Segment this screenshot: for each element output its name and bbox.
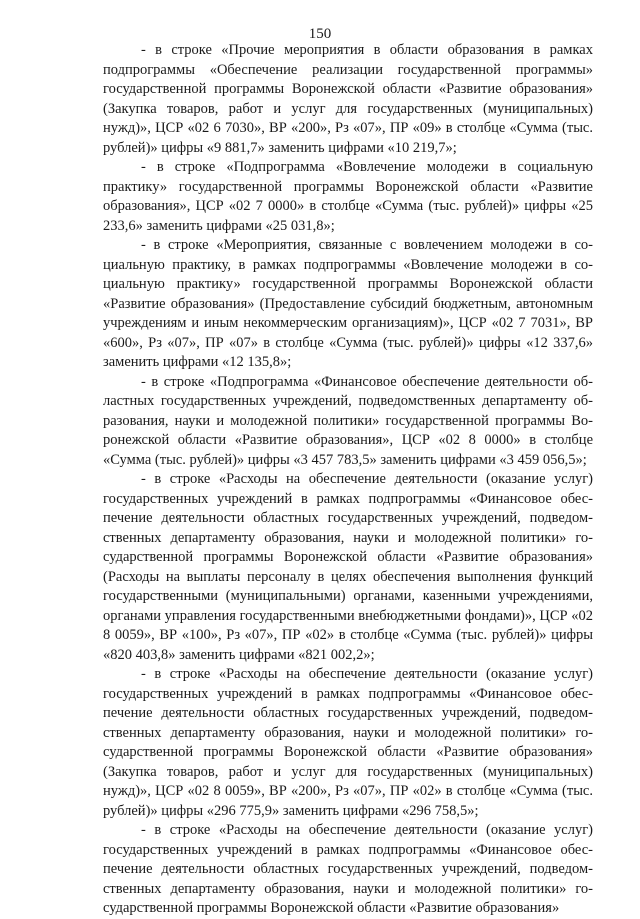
paragraph-7: - в строке «Расходы на обеспечение деятельности (оказание услуг) государственных учреждений в рамках подпрограммы «Финансовое обеспечение деятельности областных государственных учреждений, подведомственных департаменту образования, науки и молодежной политики» государственной программы Воронежской области «Развитие образования» [103, 822, 593, 916]
paragraph-1: - в строке «Прочие мероприятия в области образования в рамках подпрограммы «Обеспечение реализации государственной программы» государственной программы Воронежской области «Развитие образования» (Закупка товаров, работ и услуг для государственных (муниципальных) нужд)», ЦСР «02 6 7030», ВР «200», Рз «07», ПР «09» в столбце «Сумма (тыс. рублей)» цифры «9 881,7» заменить цифрами «10 219,7»; [103, 42, 593, 156]
document-body [103, 41, 593, 919]
page-number: 150 [308, 26, 332, 42]
paragraph-3: - в строке «Мероприятия, связанные с вовлечением молодежи в социальную практику, в рамках подпрограммы «Вовлечение молодежи в социальную практику» государственной программы Воронежской области «Развитие образования» (Предоставление субсидий бюджетным, автономным учреждениям и иным некоммерческим организациям)», ЦСР «02 7 7031», ВР «600», Рз «07», ПР «07» в столбце «Сумма (тыс. рублей)» цифры «12 337,6» заменить цифрами «12 135,8»; [103, 237, 593, 370]
paragraph-2: - в строке «Подпрограмма «Вовлечение молодежи в социальную практику» государственной программы Воронежской области «Развитие образования», ЦСР «02 7 0000» в столбце «Сумма (тыс. рублей)» цифры «25 233,6» заменить цифрами «25 031,8»; [103, 159, 593, 234]
paragraph-4: - в строке «Подпрограмма «Финансовое обеспечение деятельности областных государственных учреждений, подведомственных департаменту образования, науки и молодежной политики» государственной программы Воронежской области «Развитие образования», ЦСР «02 8 0000» в столбце «Сумма (тыс. рублей)» цифры «3 457 783,5» заменить цифрами «3 459 056,5»; [103, 373, 593, 468]
paragraph-5: - в строке «Расходы на обеспечение деятельности (оказание услуг) государственных учреждений в рамках подпрограммы «Финансовое обеспечение деятельности областных государственных учреждений, подведомственных департаменту образования, науки и молодежной политики» государственной программы Воронежской области «Развитие образования» (Расходы на выплаты персоналу в целях обеспечения выполнения функций государственными (муниципальными) органами, казенными учреждениями, органами управления государственными внебюджетными фондами)», ЦСР «02 8 0059», ВР «100», Рз «07», ПР «02» в столбце «Сумма (тыс. рублей)» цифры «820 403,8» заменить цифрами «821 002,2»; [103, 471, 593, 663]
paragraph-6: - в строке «Расходы на обеспечение деятельности (оказание услуг) государственных учреждений в рамках подпрограммы «Финансовое обеспечение деятельности областных государственных учреждений, подведомственных департаменту образования, науки и молодежной политики» государственной программы Воронежской области «Развитие образования» (Закупка товаров, работ и услуг для государственных (муниципальных) нужд)», ЦСР «02 8 0059», ВР «200», Рз «07», ПР «02» в столбце «Сумма (тыс. рублей)» цифры «296 775,9» заменить цифрами «296 758,5»; [103, 666, 593, 819]
